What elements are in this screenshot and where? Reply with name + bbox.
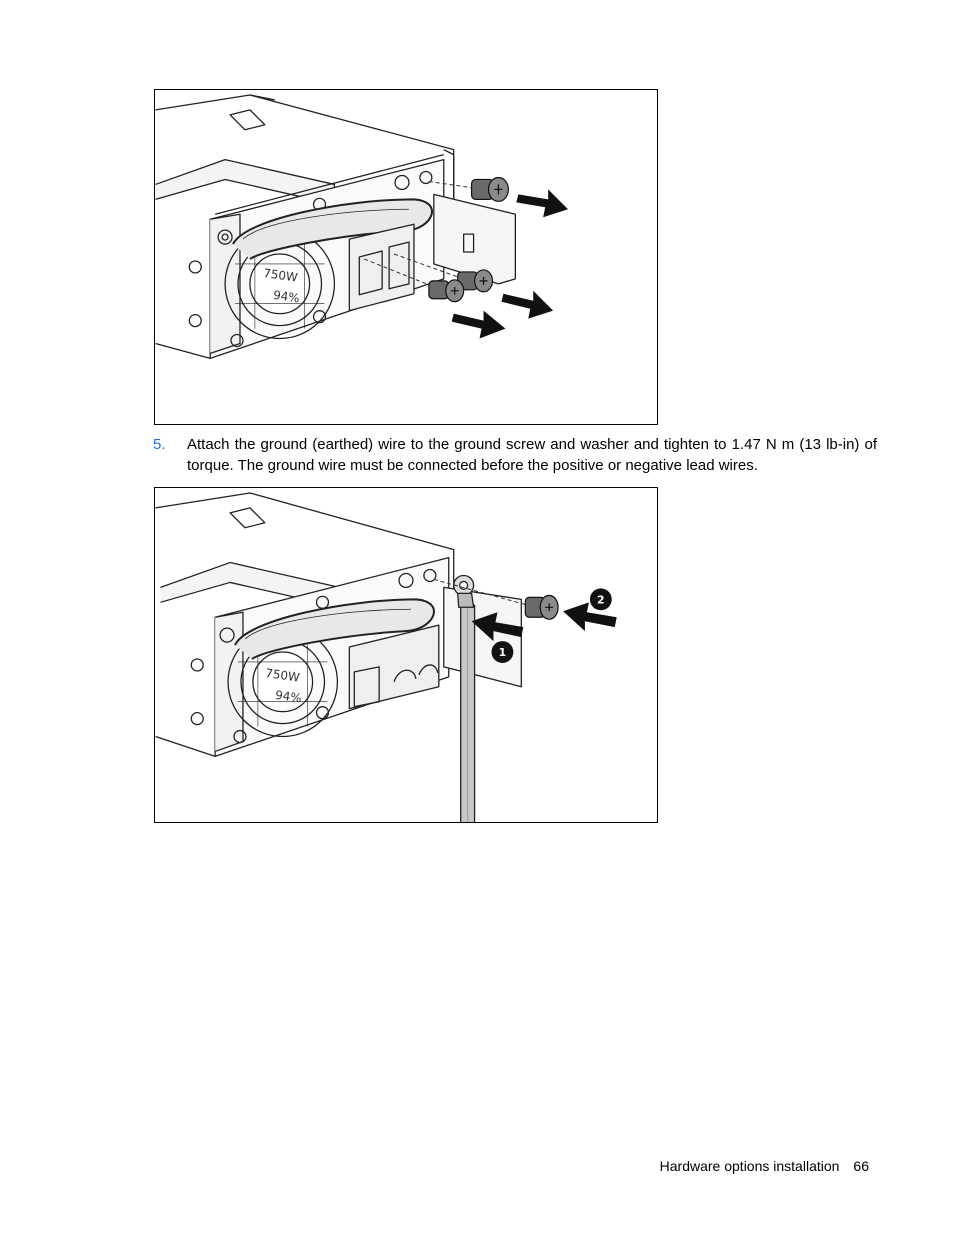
page-number: 66 <box>853 1158 869 1174</box>
psu-efficiency-label: 94% <box>272 287 301 306</box>
callout-1-label: 1 <box>498 645 507 659</box>
figure-attach-ground-wire <box>154 487 658 823</box>
footer-section-title: Hardware options installation <box>659 1158 840 1174</box>
step-text: Attach the ground (earthed) wire to the ground screw and washer and tighten to 1.47 N m (13 lb-in) of torque. The ground wire must be connected before the positive or negative lead wires. <box>187 436 877 474</box>
psu-wattage-label: 750W <box>262 265 299 285</box>
psu-wattage-label: 750W <box>264 665 301 685</box>
callout-1 <box>491 641 513 663</box>
psu-illustration-2 <box>155 488 657 822</box>
step-number: 5. <box>153 436 166 453</box>
page-footer <box>660 1158 869 1174</box>
callout-2 <box>590 588 612 610</box>
psu-efficiency-label: 94% <box>274 687 303 706</box>
figure-remove-terminal-screws <box>154 89 658 425</box>
psu-illustration-1 <box>155 90 657 424</box>
callout-2-label: 2 <box>597 593 605 607</box>
